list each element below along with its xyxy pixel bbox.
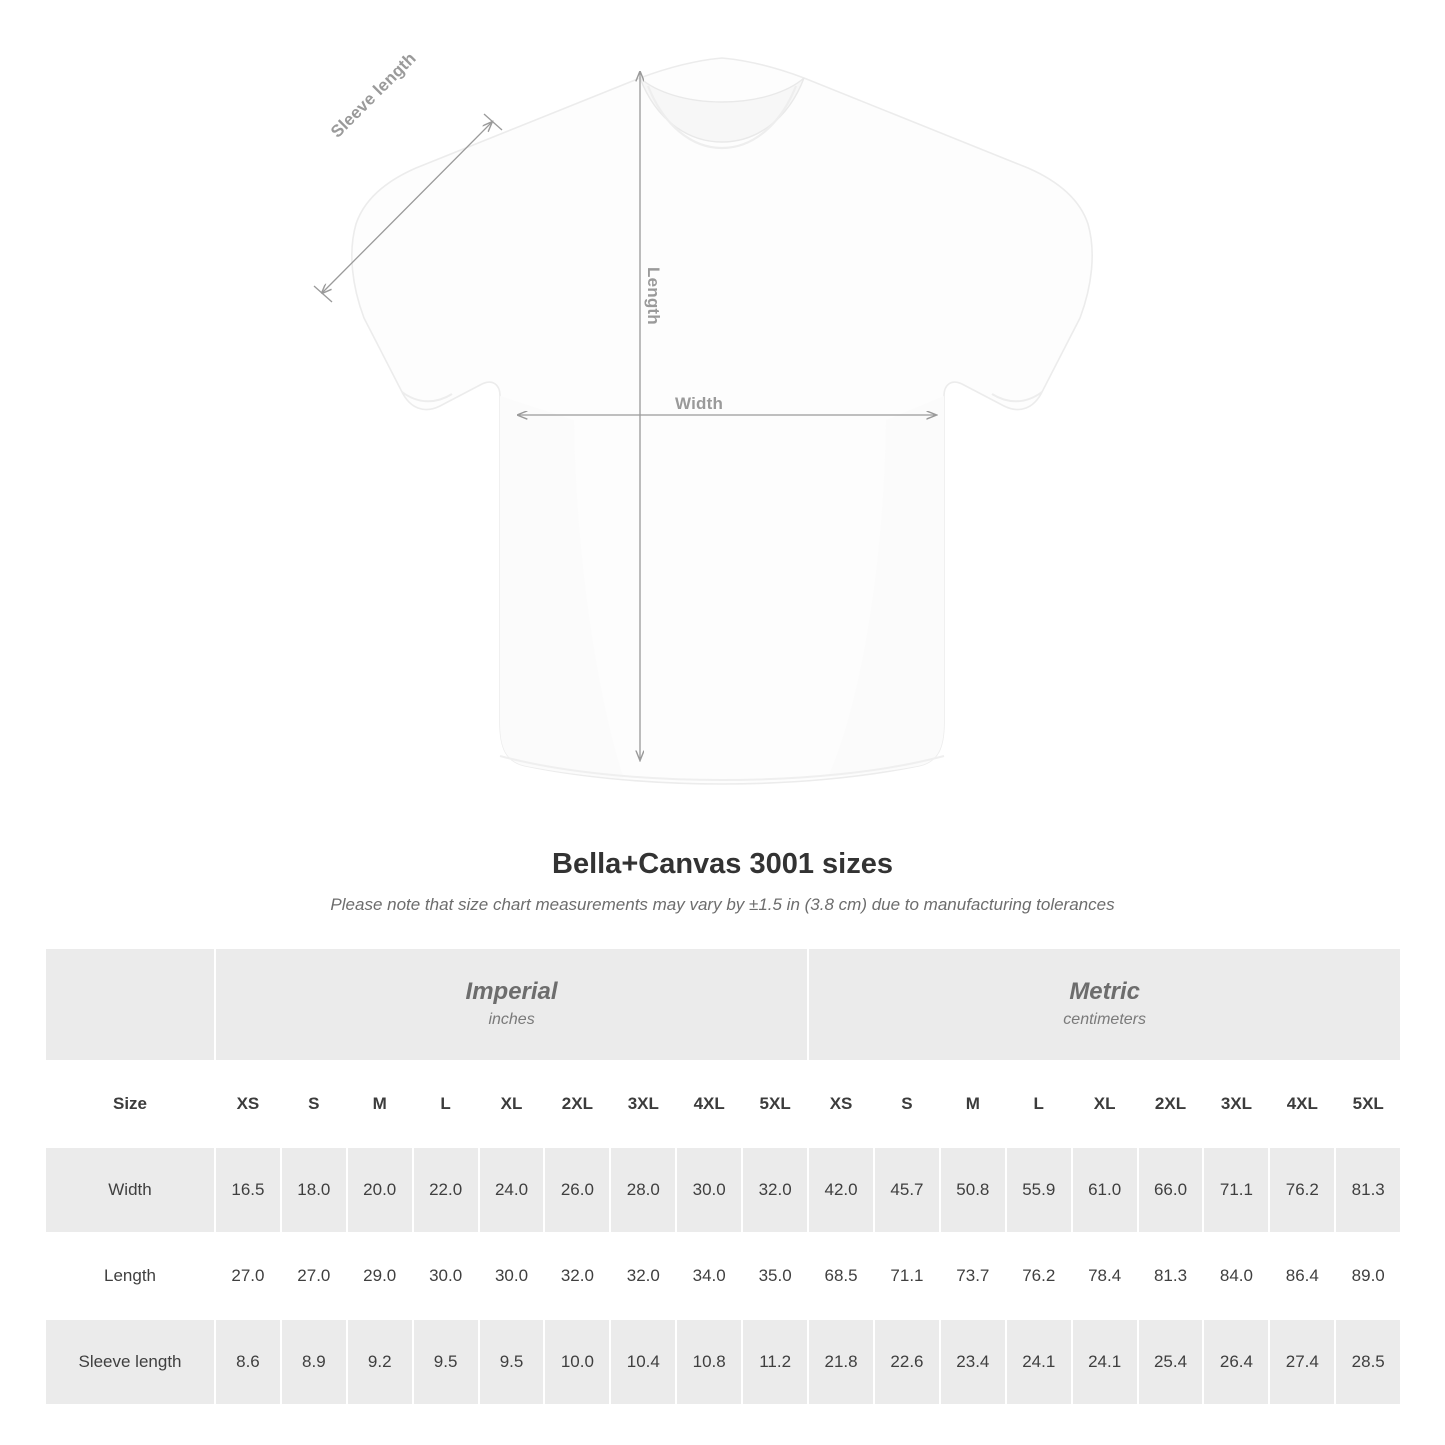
measurement-cell: 76.2 [1269, 1147, 1335, 1233]
measurement-cell: 16.5 [215, 1147, 281, 1233]
measurement-cell: 71.1 [1203, 1147, 1269, 1233]
size-table [44, 947, 1402, 1406]
sleeve-length-label: Sleeve length [327, 48, 420, 142]
row-label: Sleeve length [45, 1319, 215, 1405]
measurement-cell: 11.2 [742, 1319, 808, 1405]
measurement-cell: 25.4 [1138, 1319, 1204, 1405]
measurement-cell: 22.6 [874, 1319, 940, 1405]
unit-group-imperial [215, 948, 808, 1061]
measurement-cell: 18.0 [281, 1147, 347, 1233]
measurement-cell: 29.0 [347, 1233, 413, 1319]
measurement-cell: 42.0 [808, 1147, 874, 1233]
measurement-cell: 30.0 [479, 1233, 545, 1319]
measurement-cell: 9.2 [347, 1319, 413, 1405]
chart-title: Bella+Canvas 3001 sizes [552, 848, 893, 880]
measurement-cell: 26.0 [544, 1147, 610, 1233]
measurement-cell: 76.2 [1006, 1233, 1072, 1319]
unit-group-metric-name: Metric [1069, 977, 1140, 1005]
unit-group-metric-sub: centimeters [1063, 1010, 1146, 1028]
width-label: Width [675, 394, 724, 413]
measurement-cell: 30.0 [676, 1147, 742, 1233]
measurement-cell: 50.8 [940, 1147, 1006, 1233]
measurement-cell: 8.6 [215, 1319, 281, 1405]
size-header-cell: 5XL [1335, 1061, 1401, 1147]
size-header-cell: S [281, 1061, 347, 1147]
measurement-cell: 32.0 [742, 1147, 808, 1233]
measurement-cell: 24.0 [479, 1147, 545, 1233]
measurement-cell: 20.0 [347, 1147, 413, 1233]
measurement-cell: 81.3 [1335, 1147, 1401, 1233]
size-header-cell: M [347, 1061, 413, 1147]
measurement-cell: 55.9 [1006, 1147, 1072, 1233]
size-header-cell: L [1006, 1061, 1072, 1147]
measurement-cell: 10.0 [544, 1319, 610, 1405]
measurement-cell: 30.0 [413, 1233, 479, 1319]
size-header-cell: 3XL [610, 1061, 676, 1147]
measurement-cell: 78.4 [1072, 1233, 1138, 1319]
measurement-cell: 81.3 [1138, 1233, 1204, 1319]
measurement-cell: 22.0 [413, 1147, 479, 1233]
size-header-cell: 2XL [1138, 1061, 1204, 1147]
table-row [45, 1147, 1401, 1233]
measurement-cell: 32.0 [610, 1233, 676, 1319]
chart-heading [0, 848, 1445, 915]
chart-note: Please note that size chart measurements may vary by ±1.5 in (3.8 cm) due to manufacturing tolerances [330, 895, 1115, 914]
row-label: Length [45, 1233, 215, 1319]
size-header-row [45, 1061, 1401, 1147]
measurement-cell: 26.4 [1203, 1319, 1269, 1405]
size-header-cell: L [413, 1061, 479, 1147]
table-row [45, 1233, 1401, 1319]
table-row [45, 1319, 1401, 1405]
measurement-cell: 86.4 [1269, 1233, 1335, 1319]
size-header-cell: XS [215, 1061, 281, 1147]
measurement-cell: 9.5 [479, 1319, 545, 1405]
measurement-cell: 9.5 [413, 1319, 479, 1405]
measurement-cell: 21.8 [808, 1319, 874, 1405]
size-header-cell: 4XL [676, 1061, 742, 1147]
unit-group-row [45, 948, 1401, 1061]
measurement-cell: 45.7 [874, 1147, 940, 1233]
size-header-cell: M [940, 1061, 1006, 1147]
size-header-cell: XL [1072, 1061, 1138, 1147]
size-header-cell: 3XL [1203, 1061, 1269, 1147]
measurement-cell: 23.4 [940, 1319, 1006, 1405]
measurement-cell: 66.0 [1138, 1147, 1204, 1233]
measurement-cell: 24.1 [1006, 1319, 1072, 1405]
measurement-cell: 89.0 [1335, 1233, 1401, 1319]
size-header-cell: XL [479, 1061, 545, 1147]
measurement-cell: 27.4 [1269, 1319, 1335, 1405]
measurement-cell: 8.9 [281, 1319, 347, 1405]
measurement-cell: 28.5 [1335, 1319, 1401, 1405]
shirt-shape [352, 58, 1092, 784]
measurement-cell: 10.8 [676, 1319, 742, 1405]
size-header-cell: XS [808, 1061, 874, 1147]
measurement-cell: 34.0 [676, 1233, 742, 1319]
size-header-cell: 4XL [1269, 1061, 1335, 1147]
measurement-cell: 27.0 [281, 1233, 347, 1319]
measurement-cell: 35.0 [742, 1233, 808, 1319]
measurement-cell: 10.4 [610, 1319, 676, 1405]
measurement-cell: 84.0 [1203, 1233, 1269, 1319]
measurement-cell: 27.0 [215, 1233, 281, 1319]
measurement-cell: 73.7 [940, 1233, 1006, 1319]
size-column-header: Size [45, 1061, 215, 1147]
size-header-cell: S [874, 1061, 940, 1147]
unit-corner-cell [45, 948, 215, 1061]
length-label: Length [644, 267, 663, 325]
size-header-cell: 5XL [742, 1061, 808, 1147]
measurement-cell: 28.0 [610, 1147, 676, 1233]
size-table-wrapper [44, 947, 1401, 1406]
size-header-cell: 2XL [544, 1061, 610, 1147]
unit-group-imperial-sub: inches [488, 1010, 535, 1028]
measurement-cell: 32.0 [544, 1233, 610, 1319]
unit-group-metric [808, 948, 1401, 1061]
measurement-cell: 68.5 [808, 1233, 874, 1319]
unit-group-imperial-name: Imperial [465, 977, 558, 1005]
measurement-cell: 24.1 [1072, 1319, 1138, 1405]
row-label: Width [45, 1147, 215, 1233]
measurement-cell: 71.1 [874, 1233, 940, 1319]
measurement-cell: 61.0 [1072, 1147, 1138, 1233]
